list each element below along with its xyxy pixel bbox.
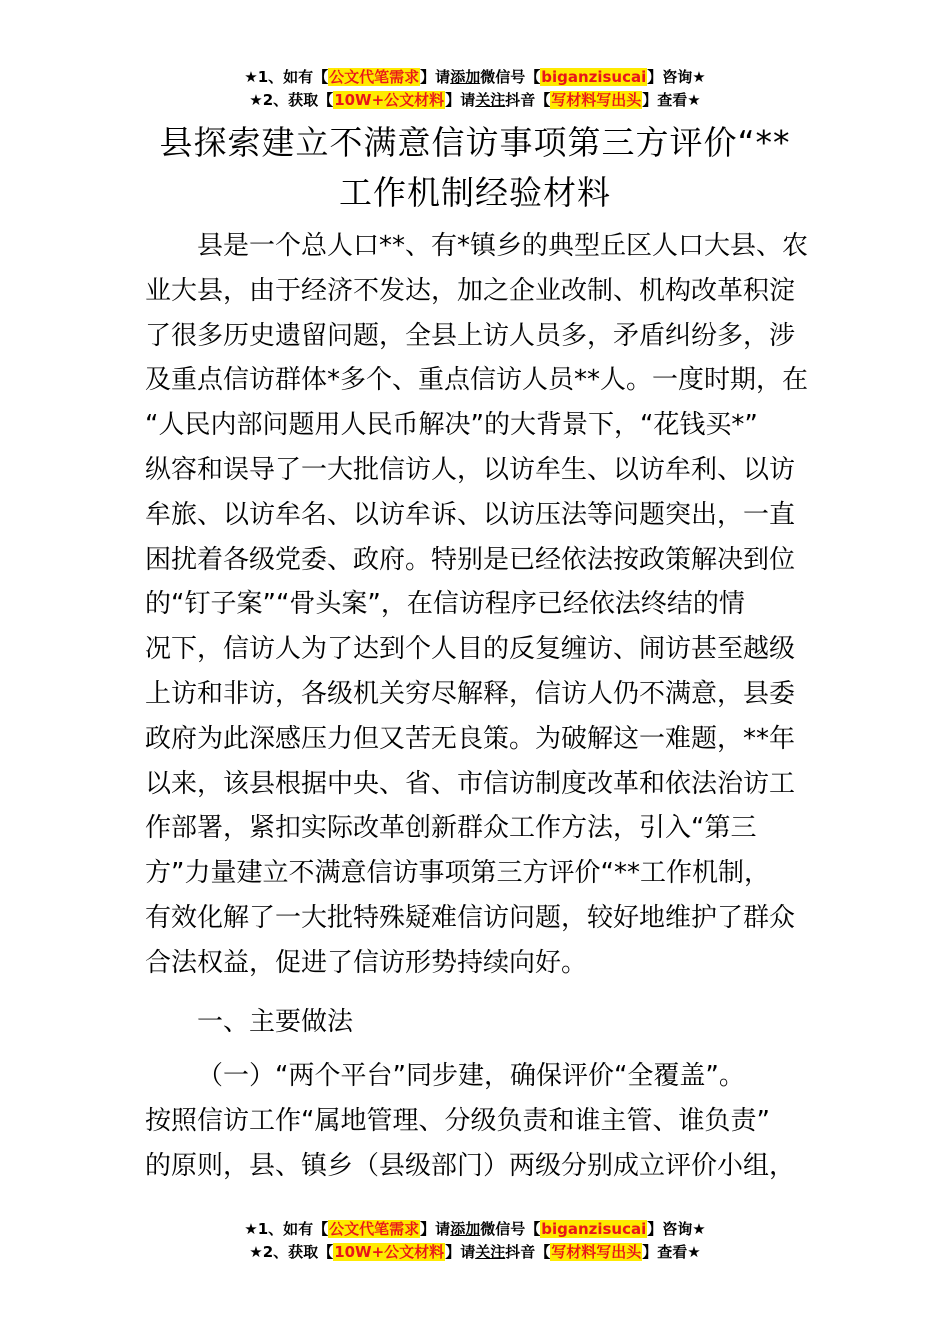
title-line-1: 县探索建立不满意信访事项第三方评价“** (159, 123, 791, 162)
banner-line-2: ★2、获取【10W+公文材料】请关注抖音【写材料写出头】查看★ (249, 91, 701, 109)
paragraph-section-1: （一）“两个平台”同步建，确保评价“全覆盖”。 按照信访工作“属地管理、分级负责和谁主管、谁负责” 的原则，县、镇乡（县级部门）两级分别成立评价小组， (145, 1061, 796, 1181)
title-line-2: 工作机制经验材料 (339, 173, 611, 212)
banner-highlight: 10W+公文材料 (334, 1243, 445, 1261)
banner-line-1: ★1、如有【公文代笔需求】请添加微信号【biganzisucai】咨询★ (244, 68, 706, 86)
banner-highlight: biganzisucai (541, 68, 647, 86)
footer-banner (0, 1218, 950, 1264)
document-body (145, 224, 810, 1189)
paragraph-intro: 县是一个总人口**、有*镇乡的典型丘区人口大县、农 业大县，由于经济不发达，加之企业改制、机构改革积淀 了很多历史遗留问题，全县上访人员多，矛盾纠纷多，涉 及重点信访群体*多个、重点信访人员**人。一度时期，在 “人民内部问题用人民币解决”的大背景下，“花钱买*” 纵容和误导了一大批信访人，以访牟生、以访牟利、以访 牟旅、以访牟名、以访牟诉、以访压法等问题突出，一直 困扰着各级党委、政府。特别是已经依法按政策解决到位 的“钉子案”“骨头案”，在信访程序已经依法终结的情 况下，信访人为了达到个人目的反复缠访、闹访甚至越级 上访和非访，各级机关穷尽解释，信访人仍不满意，县委 政府为此深感压力但又苦无良策。为破解这一难题，**年 以来，该县根据中央、省、市信访制度改革和依法治访工 作部署，紧扣实际改革创新群众工作方法，引入“第三 方”力量建立不满意信访事项第三方评价“**工作机制， 有效化解了一大批特殊疑难信访问题，较好地维护了群众 合法权益，促进了信访形势持续向好。 (145, 231, 809, 978)
banner-line-2: ★2、获取【10W+公文材料】请关注抖音【写材料写出头】查看★ (249, 1243, 701, 1261)
banner-highlight: biganzisucai (541, 1220, 647, 1238)
document-title (0, 118, 950, 218)
header-banner (0, 66, 950, 112)
banner-highlight: 公文代笔需求 (329, 1220, 420, 1238)
banner-highlight: 写材料写出头 (551, 1243, 642, 1261)
banner-highlight: 写材料写出头 (551, 91, 642, 109)
section-heading: 一、主要做法 (197, 1006, 354, 1037)
banner-highlight: 10W+公文材料 (334, 91, 445, 109)
banner-line-1: ★1、如有【公文代笔需求】请添加微信号【biganzisucai】咨询★ (244, 1220, 706, 1238)
banner-highlight: 公文代笔需求 (329, 68, 420, 86)
